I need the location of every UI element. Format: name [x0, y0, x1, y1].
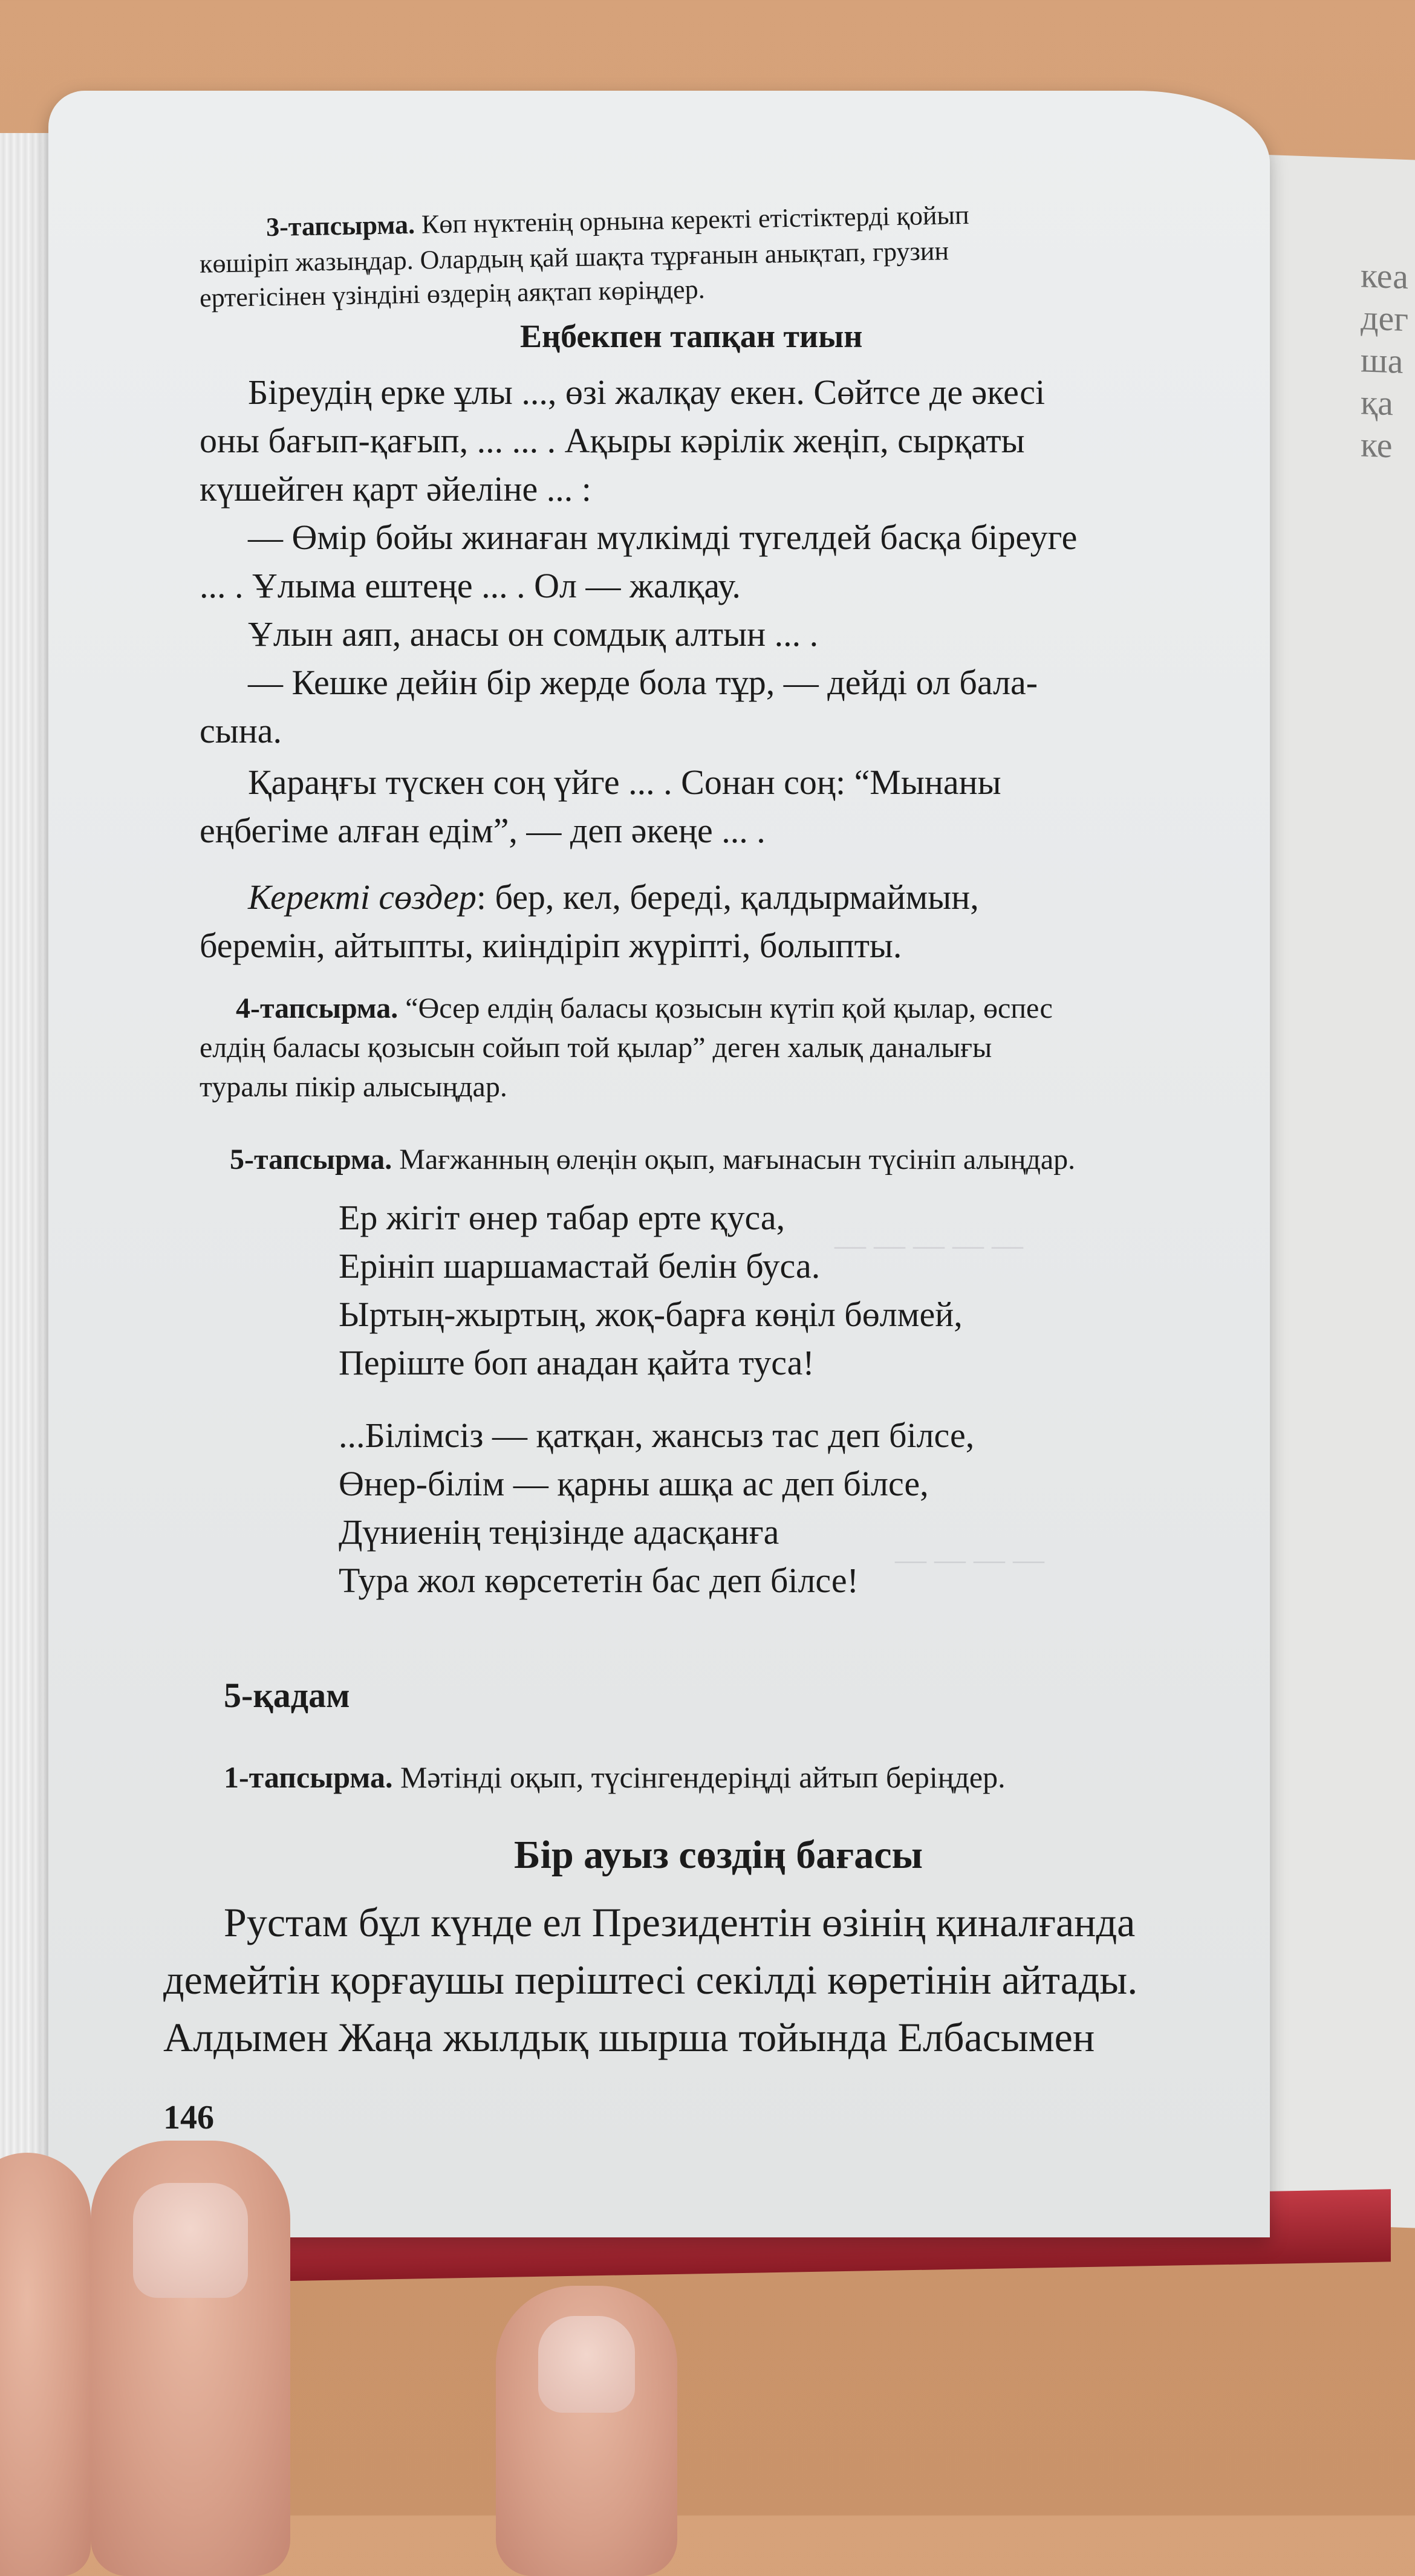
story1-line-5: ... . Ұлыма ештеңе ... . Ол — жалқау. — [200, 566, 741, 605]
needed-words-line2: беремін, айтыпты, киіндіріп жүріпті, болыпты. — [200, 926, 902, 965]
page-number: 146 — [163, 2099, 214, 2136]
facing-page: кеа дег ша қа ке — [1246, 154, 1415, 2228]
poem-s2-line1: ...Білімсіз — қатқан, жансыз тас деп білсе, — [339, 1416, 975, 1455]
task3-line1: 3-тапсырма. Көп нүктенің орнына керекті етістіктерді қойып — [265, 200, 969, 242]
task4-label: 4-тапсырма. — [236, 992, 398, 1024]
story1-line-1: Біреудің ерке ұлы ..., өзі жалқау екен. Сөйтсе де әкесі — [248, 372, 1046, 412]
poem-s1-line1: Ер жігіт өнер табар ерте қуса, — [339, 1198, 786, 1237]
story1-line-7: — Кешке дейін бір жерде бола тұр, — дейді ол бала- — [248, 663, 1038, 702]
story1-line-10: еңбегіме алған едім”, — деп әкеңе ... . — [200, 811, 766, 850]
poem-s1-line2: Ерініп шаршамастай белін буса. — [339, 1246, 821, 1286]
thumbnail — [538, 2316, 635, 2413]
poem-s2-line3: Дүниенің теңізінде адасқанға — [339, 1512, 779, 1552]
task4-line1: 4-тапсырма. “Өсер елдің баласы қозысын күтіп қой қылар, өспес — [236, 992, 1053, 1024]
task1-label: 1-тапсырма. — [224, 1760, 393, 1794]
task4-line3: туралы пікір алысыңдар. — [200, 1071, 507, 1103]
needed-words-label: Керекті сөздер — [248, 877, 477, 917]
story1-line-4: — Өмір бойы жинаған мүлкімді түгелдей басқа біреуге — [248, 518, 1078, 557]
task5-label: 5-тапсырма. — [230, 1143, 392, 1176]
story1-title: Еңбекпен тапқан тиын — [520, 318, 863, 354]
finger-left — [0, 2153, 91, 2576]
task4-line2: елдің баласы қозысын сойып той қылар” деген халық даналығы — [200, 1032, 992, 1064]
task1-line: 1-тапсырма. Мәтінді оқып, түсінгендеріңді айтып беріңдер. — [224, 1760, 1006, 1794]
finger-middle — [91, 2141, 290, 2576]
step-title: 5-қадам — [224, 1676, 350, 1715]
book-page: — — — — — — — — — 3-тапсырма. Көп нүктенің орнына керекті етістіктерді қойып көшіріп жазыңдар. Олардың қай шақта тұрғанын анықтап, грузин ертегісінен үзіндіні өздерің аяқтап көріңдер. Еңбекпен тапқан тиын Біреудің ерке ұлы ..., өзі жалқау екен. Сөйтсе де әкесі оны бағып-қағып, ... ... . Ақыры кәрілік жеңіп, сырқаты күшейген қарт әйеліне ... : — Өмір бойы жинаған мүлкімді түгелдей басқа біреуге ... . Ұлыма ештеңе ... . Ол — жалқау. Ұлын аяп, анасы он сомдық алтын ... . — Кешке дейін бір жерде бола тұр, — дейді ол бала- сына. Қараңғы түскен соң үйге ... . Сонан соң: “Мынаны еңбегіме алған едім”, — деп әкеңе ... . Керекті сөздер: бер, кел, береді, қалдырмаймын, беремін, айтыпты, киіндіріп жүріпті, болыпты. 4-тапсырма. “Өсер елдің баласы қозысын күтіп қой қылар, өспес елдің баласы қозысын сойып той қылар” деген халық даналығы туралы пікір алысыңдар. 5-тапсырма. Мағжанның өлеңін оқып, мағынасын түсініп алыңдар. Ер жігіт өнер табар ерте қуса, Ерініп шаршамастай белін буса. Ыртың-жыртың, жоқ-барға көңіл бөлмей, Періште боп анадан қайта туса! ...Білімсіз — қатқан, жансыз тас деп білсе, Өнер-білім — қарны ашқа ас деп білсе, Дүниенің теңізінде адасқанға Тура жол көрсететін бас деп білсе! 5-қадам 1-тапсырма. Мәтінді оқып, түсінгендеріңді айтып беріңдер. Бір ауыз сөздің бағасы Рустам бұл күнде ел Президентін өзінің қиналғанда демейтін қорғаушы періштесі секілді көретінін айтады. Алдымен Жаңа жылдық шырша тойында Елбасымен 146 — [48, 91, 1270, 2237]
story1-line-3: күшейген қарт әйеліне ... : — [200, 469, 591, 509]
story1-line-6: Ұлын аяп, анасы он сомдық алтын ... . — [248, 614, 819, 654]
task5-line: 5-тапсырма. Мағжанның өлеңін оқып, мағынасын түсініп алыңдар. — [230, 1143, 1076, 1176]
task3-line3: ертегісінен үзіндіні өздерің аяқтап көріңдер. — [199, 274, 706, 313]
poem-s2-line2: Өнер-білім — қарны ашқа ас деп білсе, — [339, 1464, 929, 1503]
story1-line-8: сына. — [200, 711, 282, 750]
story1-line-2: оны бағып-қағып, ... ... . Ақыры кәрілік жеңіп, сырқаты — [200, 421, 1025, 460]
story2-title: Бір ауыз сөздің бағасы — [514, 1833, 923, 1877]
thumb — [496, 2286, 677, 2576]
poem-s1-line4: Періште боп анадан қайта туса! — [339, 1343, 815, 1382]
fingernail-middle — [133, 2183, 248, 2298]
task3-line2: көшіріп жазыңдар. Олардың қай шақта тұрғанын анықтап, грузин — [199, 236, 949, 279]
needed-words-line1: Керекті сөздер: бер, кел, береді, қалдырмаймын, — [248, 877, 979, 917]
story2-line-2: демейтін қорғаушы періштесі секілді көретінін айтады. — [163, 1957, 1138, 2003]
story1-line-9: Қараңғы түскен соң үйге ... . Сонан соң: “Мынаны — [248, 763, 1001, 802]
story2-line-3: Алдымен Жаңа жылдық шырша тойында Елбасымен — [163, 2014, 1095, 2060]
task3-label: 3-тапсырма. — [265, 209, 415, 242]
poem-s1-line3: Ыртың-жыртың, жоқ-барға көңіл бөлмей, — [339, 1295, 963, 1334]
story2-line-1: Рустам бұл күнде ел Президентін өзінің қиналғанда — [224, 1899, 1136, 1945]
poem-s2-line4: Тура жол көрсететін бас деп білсе! — [339, 1561, 859, 1600]
